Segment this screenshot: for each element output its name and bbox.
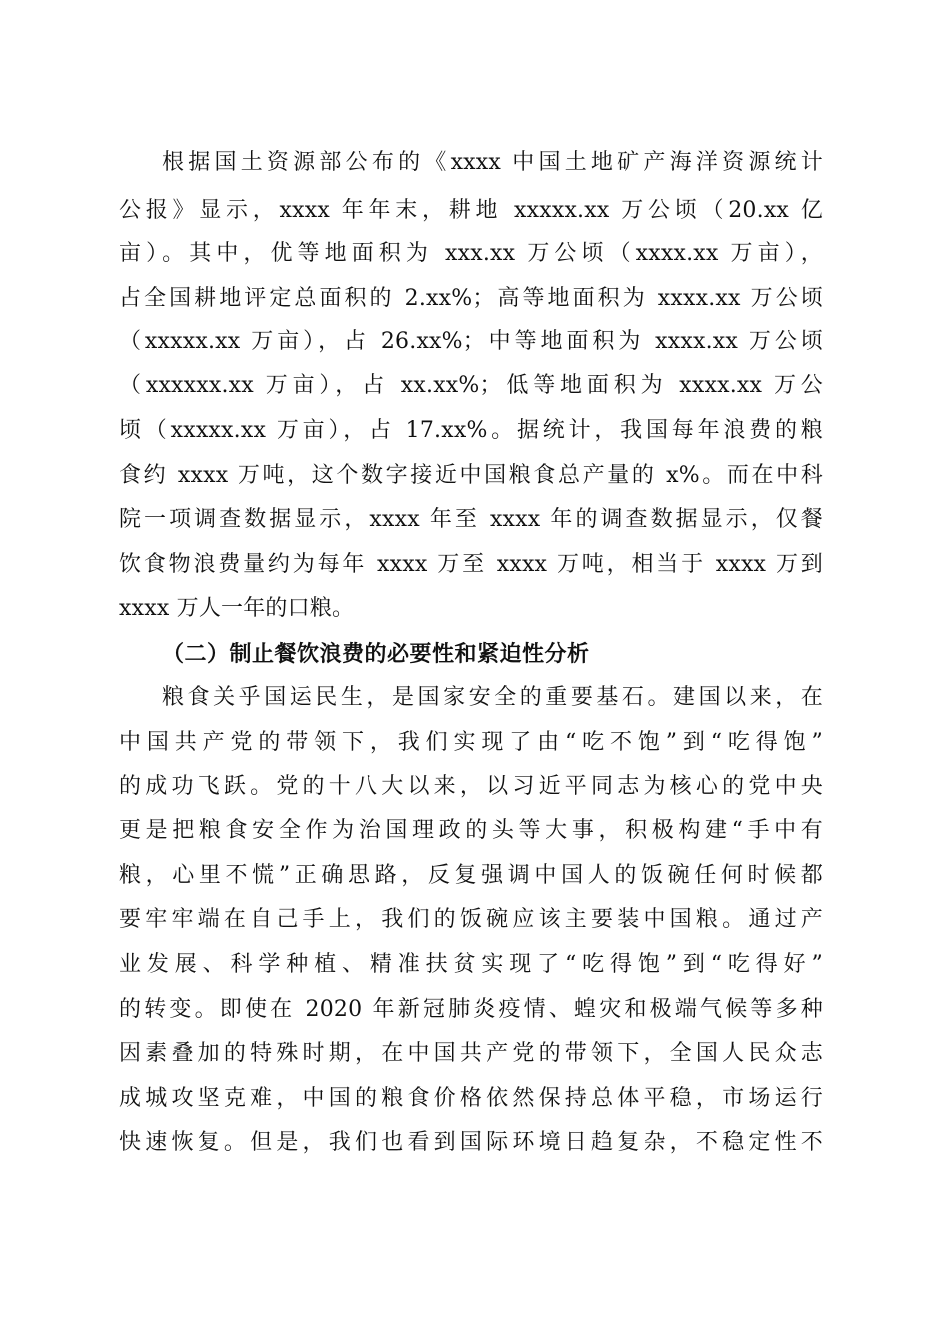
paragraph-1-line-9: 院一项调查数据显示，xxxx 年至 xxxx 年的调查数据显示，仅餐 xyxy=(119,507,823,532)
paragraph-2-line-2: 中国共产党的带领下，我们实现了由“吃不饱”到“吃得饱” xyxy=(119,730,823,755)
paragraph-1-line-5: （xxxxx.xx 万亩），占 26.xx%；中等地面积为 xxxx.xx 万公顷 xyxy=(119,329,823,354)
paragraph-1-line-8: 食约 xxxx 万吨，这个数字接近中国粮食总产量的 x%。而在中科 xyxy=(119,463,823,488)
section-heading: （二）制止餐饮浪费的必要性和紧迫性分析 xyxy=(162,641,590,667)
paragraph-1-line-7: 顷（xxxxx.xx 万亩），占 17.xx%。据统计，我国每年浪费的粮 xyxy=(119,418,823,443)
paragraph-1-line-10: 饮食物浪费量约为每年 xxxx 万至 xxxx 万吨，相当于 xxxx 万到 xyxy=(119,552,823,577)
paragraph-1-line-4: 占全国耕地评定总面积的 2.xx%；高等地面积为 xxxx.xx 万公顷 xyxy=(119,286,823,311)
paragraph-1-line-3: 亩）。其中，优等地面积为 xxx.xx 万公顷（xxxx.xx 万亩）， xyxy=(119,241,823,266)
paragraph-1-line-6: （xxxxxx.xx 万亩），占 xx.xx%；低等地面积为 xxxx.xx 万公 xyxy=(119,373,823,398)
paragraph-2-line-1: 粮食关乎国运民生，是国家安全的重要基石。建国以来，在 xyxy=(162,685,823,710)
paragraph-2-line-7: 业发展、科学种植、精准扶贫实现了“吃得饱”到“吃得好” xyxy=(119,952,823,977)
paragraph-1-line-2: 公报》显示，xxxx 年年末，耕地 xxxxx.xx 万公顷（20.xx 亿 xyxy=(119,198,823,223)
paragraph-2-line-3: 的成功飞跃。党的十八大以来，以习近平同志为核心的党中央 xyxy=(119,774,823,799)
paragraph-2-line-10: 成城攻坚克难，中国的粮食价格依然保持总体平稳，市场运行 xyxy=(119,1086,823,1111)
paragraph-2-line-8: 的转变。即使在 2020 年新冠肺炎疫情、蝗灾和极端气候等多种 xyxy=(119,997,823,1022)
paragraph-2-line-11: 快速恢复。但是，我们也看到国际环境日趋复杂，不稳定性不 xyxy=(119,1130,823,1155)
paragraph-1-line-1: 根据国土资源部公布的《xxxx 中国土地矿产海洋资源统计 xyxy=(162,150,823,175)
paragraph-2-line-6: 要牢牢端在自己手上，我们的饭碗应该主要装中国粮。通过产 xyxy=(119,907,823,932)
paragraph-2-line-5: 粮，心里不慌”正确思路，反复强调中国人的饭碗任何时候都 xyxy=(119,863,823,888)
paragraph-2-line-9: 因素叠加的特殊时期，在中国共产党的带领下，全国人民众志 xyxy=(119,1041,823,1066)
paragraph-1-line-11: xxxx 万人一年的口粮。 xyxy=(119,596,355,621)
paragraph-2-line-4: 更是把粮食安全作为治国理政的头等大事，积极构建“手中有 xyxy=(119,818,823,843)
